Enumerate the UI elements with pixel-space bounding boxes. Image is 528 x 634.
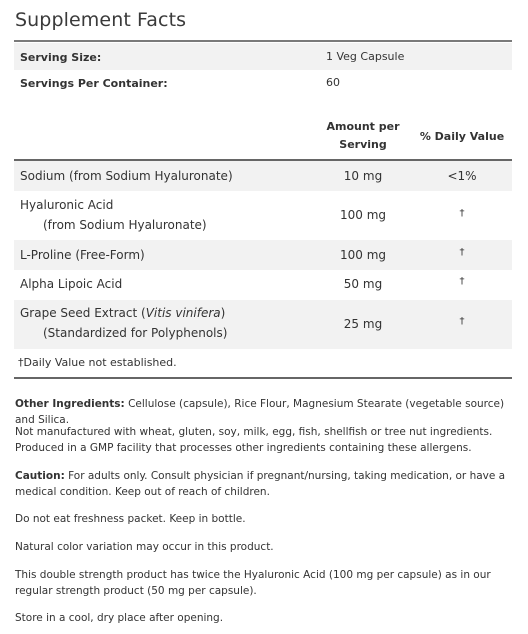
nutrient-dv: † [459,247,465,258]
nutrient-amount: 10 mg [343,169,383,183]
nutrient-row [14,240,512,270]
nutrient-subname: (Standardized for Polyphenols) [43,326,228,340]
nutrient-name: Sodium (from Sodium Hyaluronate) [20,169,233,183]
nutrient-amount: 25 mg [343,317,383,331]
nutrient-amount: 50 mg [343,277,383,291]
nutrient-row [14,300,512,349]
amount-header-line2: Serving [339,138,387,151]
allergen-statement: Not manufactured with wheat, gluten, soy, milk, egg, fish, shellfish or tree nut ingredients. Produced in a GMP facility that processes other ingredients containing these allergens. [15,426,493,454]
panel-title: Supplement Facts [15,9,187,31]
footnote: †Daily Value not established. [18,356,177,369]
nutrient-dv: <1% [447,169,477,183]
strength-note: This double strength product has twice the Hyaluronic Acid (100 mg per capsule) as in our regular strength product (50 mg per capsule). [15,569,491,597]
nutrient-name: Grape Seed Extract (Vitis vinifera) [20,306,226,320]
nutrient-dv: † [459,276,465,287]
servings-per-container-label: Servings Per Container: [20,77,168,90]
servings-per-container-value: 60 [326,76,340,89]
nutrient-name: L-Proline (Free-Form) [20,248,145,262]
nutrient-amount: 100 mg [339,248,387,262]
freshness-packet-note: Do not eat freshness packet. Keep in bottle. [15,513,246,525]
nutrient-row [14,161,512,191]
nutrient-dv: † [459,316,465,327]
nutrient-amount: 100 mg [339,208,387,222]
amount-header-line1: Amount per [326,120,400,133]
servings-per-container-row [14,70,512,97]
serving-size-label: Serving Size: [20,51,102,64]
serving-size-row [14,43,512,70]
amount-per-serving-header [314,118,412,154]
color-variation-note: Natural color variation may occur in this product. [15,541,274,553]
footer-divider [14,377,512,379]
other-ingredients: Other Ingredients: Cellulose (capsule), Rice Flour, Magnesium Stearate (vegetable source) and Silica. [15,398,505,426]
serving-size-value: 1 Veg Capsule [326,50,405,63]
daily-value-header: % Daily Value [419,130,505,143]
nutrient-name: Alpha Lipoic Acid [20,277,123,291]
nutrient-name: Hyaluronic Acid [20,198,114,212]
storage-note: Store in a cool, dry place after opening. [15,612,224,624]
nutrient-subname: (from Sodium Hyaluronate) [43,218,207,232]
footnote-row [14,349,512,377]
title-divider [14,40,512,42]
column-header [14,118,512,158]
nutrient-row [14,191,512,240]
nutrient-dv: † [459,208,465,219]
nutrient-row [14,270,512,300]
caution-statement: Caution: For adults only. Consult physician if pregnant/nursing, taking medication, or have a medical condition. Keep out of reach of children. [15,470,506,498]
